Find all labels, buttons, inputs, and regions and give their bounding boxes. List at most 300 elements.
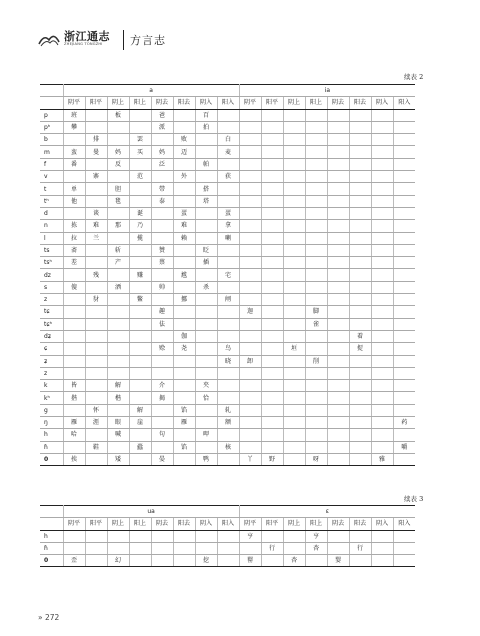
syllable-cell: 挖 [195,555,217,567]
syllable-cell [217,429,239,441]
syllable-cell: 残 [85,269,107,281]
syllable-cell [261,530,283,542]
syllable-cell [349,380,371,392]
syllable-cell: 挪 [173,294,195,306]
syllable-cell: 亨 [305,530,327,542]
syllable-cell: 喇 [217,232,239,244]
syllable-cell [283,244,305,256]
syllable-cell [393,330,415,342]
syllable-cell [217,380,239,392]
syllable-cell [195,294,217,306]
syllable-cell [283,294,305,306]
syllable-cell [195,367,217,379]
syllable-cell [239,343,261,355]
syllable-cell: 难 [85,220,107,232]
syllable-cell: 鸟 [217,343,239,355]
syllable-cell: 削 [305,355,327,367]
syllable-cell [305,343,327,355]
syllable-cell [217,121,239,133]
syllable-cell: 轧 [217,404,239,416]
syllable-cell: 带 [151,183,173,195]
syllable-cell: 歪 [63,555,85,567]
syllable-cell [393,121,415,133]
syllable-cell [173,281,195,293]
tone-header: 阴上 [107,518,129,530]
syllable-cell [393,207,415,219]
syllable-cell [173,257,195,269]
syllable-cell: 胆 [107,183,129,195]
syllable-cell [63,306,85,318]
syllable-cell [327,121,349,133]
initial-label: d [40,207,63,219]
syllable-cell [371,306,393,318]
table-row [40,158,415,170]
syllable-cell [327,380,349,392]
table-row [40,134,415,146]
syllable-cell [129,306,151,318]
syllable-cell [327,355,349,367]
syllable-cell [371,158,393,170]
syllable-cell [283,542,305,554]
syllable-cell [261,355,283,367]
syllable-cell [261,441,283,453]
syllable-cell: 介 [151,380,173,392]
syllable-cell [393,380,415,392]
syllable-cell [261,158,283,170]
syllable-cell [283,453,305,465]
syllable-cell: 核 [217,441,239,453]
syllable-cell: 闸 [217,294,239,306]
syllable-cell [151,441,173,453]
syllable-cell: 鸭 [195,453,217,465]
syllable-cell: 捉 [349,343,371,355]
syllable-cell [371,109,393,121]
syllable-cell [349,232,371,244]
syllable-cell [327,207,349,219]
tone-header: 阳平 [261,97,283,109]
syllable-cell [349,121,371,133]
syllable-cell [327,269,349,281]
syllable-cell [173,158,195,170]
syllable-cell [239,257,261,269]
syllable-cell [129,530,151,542]
syllable-cell [371,318,393,330]
syllable-cell [151,294,173,306]
header-divider [123,30,124,50]
syllable-cell [85,257,107,269]
syllable-cell [239,281,261,293]
syllable-cell [217,318,239,330]
syllable-cell [107,134,129,146]
syllable-cell: 百 [195,109,217,121]
syllable-cell [239,158,261,170]
syllable-cell [283,220,305,232]
syllable-cell [151,207,173,219]
syllable-cell [393,183,415,195]
syllable-cell [393,220,415,232]
syllable-cell [393,367,415,379]
syllable-cell [305,367,327,379]
syllable-cell [327,257,349,269]
syllable-cell: 脚 [305,306,327,318]
syllable-cell [151,134,173,146]
initial-label: s [40,281,63,293]
syllable-cell [129,121,151,133]
syllable-cell: 塔 [195,195,217,207]
syllable-cell [349,146,371,158]
syllable-cell [85,555,107,567]
syllable-cell [261,318,283,330]
syllable-cell [151,171,173,183]
table-row [40,269,415,281]
initial-label: tɕʰ [40,318,63,330]
initial-label: dz [40,269,63,281]
syllable-cell [239,207,261,219]
syllable-cell [195,146,217,158]
syllable-cell [85,281,107,293]
syllable-cell: 药 [393,417,415,429]
syllable-cell [63,355,85,367]
syllable-cell [217,257,239,269]
syllable-cell [85,183,107,195]
tone-header: 阳入 [393,518,415,530]
syllable-cell [151,542,173,554]
syllable-cell [393,281,415,293]
syllable-cell [327,171,349,183]
syllable-cell [173,367,195,379]
tone-header: 阴入 [195,97,217,109]
syllable-cell [261,306,283,318]
book-subtitle: ZHEJIANG TONGZHI [64,42,103,46]
syllable-cell [327,417,349,429]
syllable-cell: 斩 [107,244,129,256]
syllable-cell [305,146,327,158]
syllable-cell [129,183,151,195]
syllable-cell [327,542,349,554]
syllable-cell [393,530,415,542]
syllable-cell: 乃 [129,220,151,232]
syllable-cell: 板 [107,109,129,121]
syllable-cell: 眨 [195,244,217,256]
syllable-cell [195,530,217,542]
syllable-cell: 垣 [283,343,305,355]
syllable-cell [393,404,415,416]
syllable-cell: 败 [173,134,195,146]
syllable-cell: 产 [107,257,129,269]
syllable-cell: 搭 [195,183,217,195]
syllable-cell [85,109,107,121]
syllable-cell [217,244,239,256]
syllable-cell [107,269,129,281]
syllable-cell [393,555,415,567]
syllable-cell [393,134,415,146]
syllable-cell: 傻 [63,281,85,293]
table-row [40,453,415,465]
syllable-cell [283,404,305,416]
initial-label: v [40,171,63,183]
syllable-cell [371,429,393,441]
syllable-cell [349,158,371,170]
syllable-cell [283,281,305,293]
syllable-cell: 晏 [151,453,173,465]
syllable-cell [371,542,393,554]
syllable-cell [85,392,107,404]
syllable-cell [129,429,151,441]
syllable-cell [173,244,195,256]
syllable-cell [173,306,195,318]
syllable-cell [261,392,283,404]
syllable-cell [261,134,283,146]
syllable-cell [217,109,239,121]
syllable-cell [85,330,107,342]
syllable-cell: 杀 [195,281,217,293]
syllable-cell [327,109,349,121]
syllable-cell: 迈 [173,146,195,158]
syllable-cell [129,555,151,567]
syllable-cell: 雅 [371,453,393,465]
syllable-cell [327,134,349,146]
page-number-text: 272 [44,613,60,622]
syllable-cell [349,207,371,219]
syllable-cell [173,109,195,121]
syllable-cell [327,146,349,158]
syllable-cell [217,158,239,170]
syllable-cell [239,392,261,404]
syllable-cell: 班 [63,109,85,121]
syllable-cell [327,158,349,170]
syllable-cell [239,269,261,281]
initial-label: m [40,146,63,158]
table2-caption: 续表 3 [404,495,424,503]
syllable-cell [349,306,371,318]
syllable-cell [283,171,305,183]
syllable-cell [261,555,283,567]
syllable-cell: 获 [217,171,239,183]
syllable-cell [349,367,371,379]
syllable-cell: 差 [63,257,85,269]
tone-header: 阴去 [151,97,173,109]
syllable-cell [283,380,305,392]
initial-label: b [40,134,63,146]
syllable-cell [107,343,129,355]
syllable-cell: 崖 [129,417,151,429]
syllable-cell [305,441,327,453]
syllable-cell [63,330,85,342]
syllable-cell [349,441,371,453]
syllable-cell [349,530,371,542]
table-row [40,146,415,158]
table-row [40,306,415,318]
syllable-cell [393,171,415,183]
syllable-cell [63,207,85,219]
syllable-cell: 晓 [217,355,239,367]
syllable-cell [217,542,239,554]
syllable-cell [393,269,415,281]
syllable-cell [129,330,151,342]
syllable-cell [327,183,349,195]
initial-label: ɦ [40,542,63,554]
syllable-cell: 揭 [151,392,173,404]
syllable-cell [195,220,217,232]
syllable-cell [305,294,327,306]
syllable-cell: 他 [63,195,85,207]
syllable-cell [327,195,349,207]
syllable-cell [261,404,283,416]
syllable-cell: 蠹 [129,441,151,453]
syllable-cell [283,269,305,281]
tone-header: 阴平 [63,518,85,530]
syllable-cell: 赚 [129,269,151,281]
syllable-cell [305,330,327,342]
table-row [40,281,415,293]
initial-label: tʰ [40,195,63,207]
syllable-cell [107,441,129,453]
syllable-cell [217,367,239,379]
tone-header: 阳入 [217,518,239,530]
table-row [40,330,415,342]
syllable-cell [239,294,261,306]
tone-header: 阳入 [393,97,415,109]
rhyme-group-header: ua [63,506,239,518]
corner-cell [40,85,63,97]
syllable-cell [239,195,261,207]
syllable-table-1 [40,84,415,466]
syllable-cell [305,195,327,207]
table-row [40,429,415,441]
syllable-cell: 眼 [107,417,129,429]
syllable-cell [217,306,239,318]
syllable-cell [173,453,195,465]
syllable-cell [305,244,327,256]
syllable-cell [371,146,393,158]
syllable-cell [195,417,217,429]
syllable-cell [217,453,239,465]
syllable-cell [129,158,151,170]
syllable-cell [327,294,349,306]
syllable-cell [371,294,393,306]
syllable-cell: 解 [129,404,151,416]
syllable-cell [129,367,151,379]
syllable-cell [371,380,393,392]
syllable-cell [239,330,261,342]
syllable-cell [239,146,261,158]
syllable-cell: 鞋 [85,441,107,453]
syllable-cell [151,417,173,429]
syllable-cell: 范 [129,171,151,183]
syllable-cell [129,109,151,121]
syllable-cell [151,530,173,542]
syllable-cell [195,330,217,342]
syllable-cell [283,330,305,342]
tone-header: 阳上 [129,97,151,109]
initial-label: tɕ [40,306,63,318]
syllable-cell: 罂 [239,555,261,567]
initial-label: ŋ [40,417,63,429]
syllable-cell: 难 [173,220,195,232]
syllable-cell: 迦 [239,306,261,318]
syllable-cell [371,257,393,269]
table-row [40,355,415,367]
syllable-cell: 赖 [173,232,195,244]
syllable-cell [327,281,349,293]
syllable-cell [239,417,261,429]
table-row [40,542,415,554]
syllable-cell: 楷 [107,392,129,404]
tone-header: 阳去 [349,518,371,530]
table-row [40,232,415,244]
syllable-cell [239,441,261,453]
syllable-cell [261,367,283,379]
syllable-cell [261,343,283,355]
syllable-cell: 蔡 [151,257,173,269]
syllable-cell [327,429,349,441]
syllable-cell [305,220,327,232]
table-row [40,404,415,416]
syllable-cell [393,244,415,256]
syllable-cell [283,207,305,219]
syllable-cell [371,330,393,342]
syllable-cell [305,429,327,441]
syllable-cell [349,220,371,232]
syllable-cell [129,281,151,293]
syllable-cell [129,195,151,207]
syllable-cell: 寨 [85,171,107,183]
syllable-cell: 怀 [85,404,107,416]
syllable-cell: 赞 [151,244,173,256]
syllable-cell [305,417,327,429]
syllable-cell [195,404,217,416]
initial-label: p [40,109,63,121]
syllable-cell: 妈 [107,146,129,158]
syllable-cell [349,318,371,330]
initial-label: ʑ [40,355,63,367]
syllable-cell [371,220,393,232]
syllable-cell [63,530,85,542]
tone-header: 阴入 [371,518,393,530]
rhyme-group-header: ε [239,506,415,518]
syllable-cell: 馅 [173,404,195,416]
syllable-cell: 攀 [63,121,85,133]
syllable-cell [349,244,371,256]
syllable-cell: 洒 [107,281,129,293]
table-row [40,318,415,330]
syllable-cell [305,404,327,416]
syllable-cell: 麦 [217,146,239,158]
tone-header: 阴去 [327,518,349,530]
tone-header: 阳入 [217,97,239,109]
syllable-cell [173,195,195,207]
syllable-cell: 皆 [63,380,85,392]
syllable-cell [371,367,393,379]
initial-label: kʰ [40,392,63,404]
syllable-cell [393,294,415,306]
syllable-cell [305,380,327,392]
syllable-cell [129,244,151,256]
syllable-cell: 野 [261,453,283,465]
syllable-cell: 那 [107,220,129,232]
syllable-cell [195,232,217,244]
syllable-cell [371,195,393,207]
syllable-cell [151,330,173,342]
syllable-cell [261,195,283,207]
initial-label: n [40,220,63,232]
syllable-cell [107,404,129,416]
syllable-cell: 挨 [63,453,85,465]
rhyme-group-header: a [63,85,239,97]
syllable-cell [393,542,415,554]
syllable-cell [305,171,327,183]
syllable-cell [371,244,393,256]
